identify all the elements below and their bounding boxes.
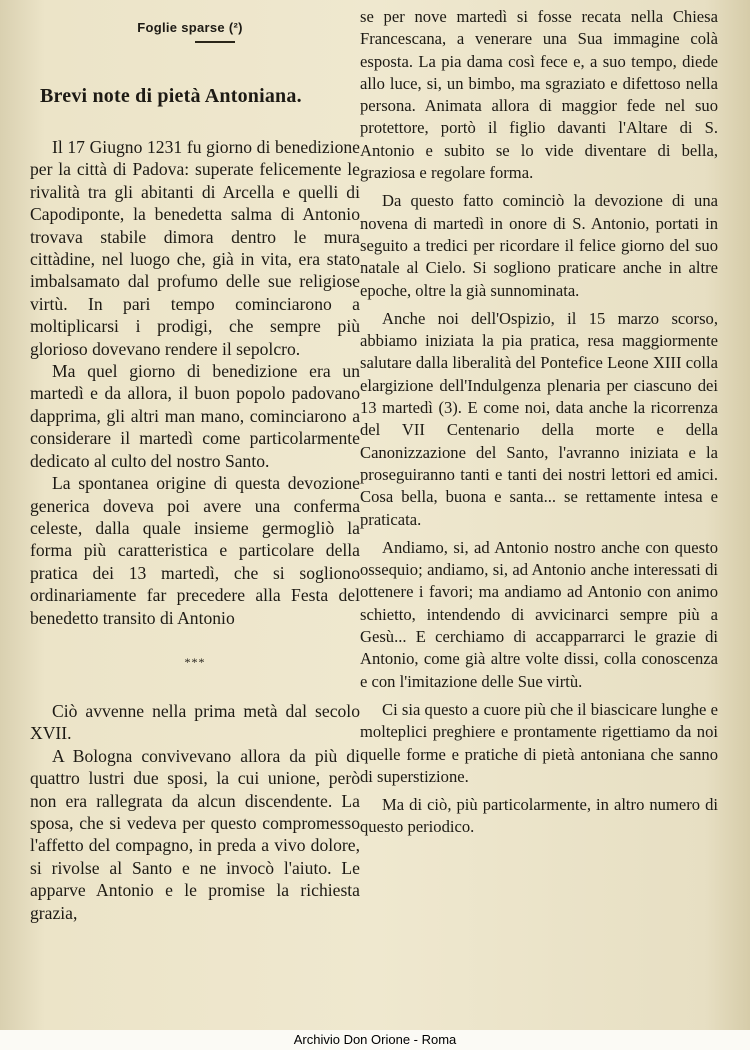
header-rule (195, 41, 235, 43)
paragraph: Ciò avvenne nella prima metà dal secolo XVII. (30, 700, 360, 744)
paragraph: Ma quel giorno di benedizione era un martedì e da allora, il buon popolo padovano dapprima, gli altri man mano, cominciarono a considerare il martedì come particolarmente dedicato al culto del nostro Santo. (30, 361, 360, 471)
right-column (360, 6, 718, 839)
paragraph: La spontanea origine di questa devozione generica doveva poi avere una conferma celeste, dalla quale insieme germogliò la forma più caratteristica e particolare della pratica dei 13 martedì, che si sogliono ordinariamente far precedere alla Festa del benedetto transito di Antonio (30, 473, 360, 628)
left-column (30, 20, 360, 924)
running-title: Foglie sparse (²) (137, 20, 243, 35)
paragraph: A Bologna convivevano allora da più di quattro lustri due sposi, la cui unione, però non era rallegrata da alcun discendente. La sposa, che si vedeva per questo compromesso l'affetto del compagno, in preda a vivo dolore, si rivolse al Santo e ne invocò l'aiuto. Le apparve Antonio e le promise la richiesta grazia, (30, 745, 360, 923)
section-separator: *** (184, 654, 206, 669)
paragraph: Ci sia questo a cuore più che il biascicare lunghe e molteplici preghiere e prontamente rigettiamo da noi quelle forme e pratiche di pietà antoniana che sanno di superstizione. (360, 699, 718, 786)
paragraph: Da questo fatto cominciò la devozione di una novena di martedì in onore di S. Antonio, portati in seguito a tredici per ricordare il felice giorno del suo natale al Cielo. Si sogliono praticare anche in altre epoche, oltre la già sunnominata. (360, 191, 718, 300)
paragraph: Il 17 Giugno 1231 fu giorno di benedizione per la città di Padova: superate felicemente le rivalità tra gli abitanti di Arcella e quelli di Capodiponte, la benedetta salma di Antonio trovava stabile dimora dentro le mura cittàdine, nel luogo che, già in vita, era stato imbalsamato dal profumo delle sue religiose virtù. In pari tempo cominciarono a moltiplicarsi i prodigi, che sempre più glorioso dovevano rendere il sepolcro. (30, 137, 360, 359)
paragraph: Andiamo, si, ad Antonio nostro anche con questo ossequio; andiamo, si, ad Antonio anche interessati di ottenere i favori; ma andiamo ad Antonio con animo schietto, intendendo di avvicinarci sempre più a Gesù... E cerchiamo di accapparrarci le grazie di Antonio, come già altre volte dissi, colla conoscenza e con l'imitazione delle Sue virtù. (360, 537, 718, 691)
article-title: Brevi note di pietà Antoniana. (40, 85, 302, 107)
paragraph-continuation: se per nove martedì si fosse recata nella Chiesa Francescana, a venerare una Sua immagine colà esposta. La pia dama così fece e, a suo tempo, diede allo luce, si, un bimbo, ma sgraziato e difettoso nella persona. Animata allora di maggior fede nel suo protettore, portò il figlio davanti l'Altare di S. Antonio e subito se lo vide diventare di bella, graziosa e regolare forma. (360, 7, 718, 183)
paragraph: Anche noi dell'Ospizio, il 15 marzo scorso, abbiamo iniziata la pia pratica, resa maggiormente salutare dalla liberalità del Pontefice Leone XIII colla elargizione dell'Indulgenza plenaria per ciascuno dei 13 martedì (3). E come noi, data anche la ricorrenza del VII Centenario della morte e della Canonizzazione del Santo, l'avranno iniziata e la proseguiranno tanti e tanti dei nostri lettori ed amici. Cosa bella, buona e santa... se rettamente intesa e praticata. (360, 308, 718, 529)
archive-footer: Archivio Don Orione - Roma (0, 1030, 750, 1050)
paragraph: Ma di ciò, più particolarmente, in altro numero di questo periodico. (360, 795, 718, 837)
